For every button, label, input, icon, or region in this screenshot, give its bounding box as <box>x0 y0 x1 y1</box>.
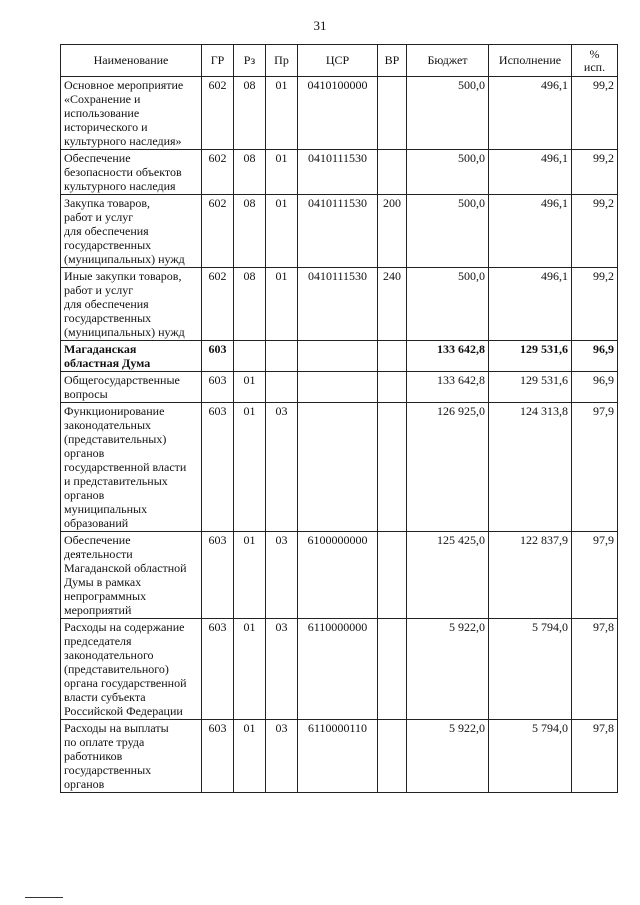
cell-name-line: органов <box>64 446 105 460</box>
cell-name <box>61 341 202 372</box>
cell-name-line: непрограммных <box>64 589 147 603</box>
cell-name-line: вопросы <box>64 387 108 401</box>
cell-gr: 603 <box>202 403 234 532</box>
cell-name-line: (муниципальных) нужд <box>64 252 185 266</box>
cell-name-line: Иные закупки товаров, <box>64 269 182 283</box>
cell-vr <box>378 77 407 150</box>
page-number: 31 <box>313 18 327 33</box>
cell-pr <box>266 372 298 403</box>
cell-name <box>61 403 202 532</box>
cell-csr: 6110000000 <box>298 619 378 720</box>
cell-execution: 5 794,0 <box>489 720 572 793</box>
cell-rz: 01 <box>234 619 266 720</box>
table-row <box>61 77 618 150</box>
cell-pr: 03 <box>266 532 298 619</box>
cell-rz: 08 <box>234 195 266 268</box>
cell-name-line: использование <box>64 106 140 120</box>
cell-name-line: (муниципальных) нужд <box>64 325 185 339</box>
cell-csr <box>298 372 378 403</box>
cell-name-line: Расходы на выплаты <box>64 721 169 735</box>
header-execution: Исполнение <box>489 45 572 77</box>
cell-execution: 496,1 <box>489 77 572 150</box>
cell-budget: 126 925,0 <box>407 403 489 532</box>
cell-vr <box>378 372 407 403</box>
cell-percent: 97,8 <box>572 720 618 793</box>
cell-gr: 603 <box>202 341 234 372</box>
cell-name-line: муниципальных <box>64 502 148 516</box>
cell-name-line: (представительного) <box>64 662 169 676</box>
header-budget: Бюджет <box>407 45 489 77</box>
header-gr: ГР <box>202 45 234 77</box>
cell-name-line: культурного наследия <box>64 179 176 193</box>
cell-name-line: Магаданская <box>64 342 137 356</box>
cell-name-line: безопасности объектов <box>64 165 182 179</box>
cell-execution: 5 794,0 <box>489 619 572 720</box>
cell-name-line: законодательных <box>64 418 151 432</box>
cell-gr: 603 <box>202 532 234 619</box>
cell-gr: 603 <box>202 372 234 403</box>
cell-execution: 496,1 <box>489 195 572 268</box>
cell-rz: 08 <box>234 77 266 150</box>
cell-name-line: органов <box>64 488 105 502</box>
cell-rz <box>234 341 266 372</box>
cell-pr: 01 <box>266 195 298 268</box>
cell-execution: 496,1 <box>489 150 572 195</box>
table-row <box>61 150 618 195</box>
cell-csr: 6100000000 <box>298 532 378 619</box>
cell-gr: 603 <box>202 720 234 793</box>
cell-pr: 03 <box>266 403 298 532</box>
cell-vr <box>378 619 407 720</box>
cell-name-line: и представительных <box>64 474 168 488</box>
cell-name-line: Основное мероприятие <box>64 78 184 92</box>
cell-pr <box>266 341 298 372</box>
header-percent <box>572 45 618 77</box>
cell-csr <box>298 403 378 532</box>
cell-name-line: для обеспечения <box>64 224 149 238</box>
cell-gr: 602 <box>202 268 234 341</box>
cell-percent: 97,9 <box>572 532 618 619</box>
cell-name-line: деятельности <box>64 547 133 561</box>
cell-vr: 200 <box>378 195 407 268</box>
cell-name-line: культурного наследия» <box>64 134 182 148</box>
cell-pr: 01 <box>266 77 298 150</box>
cell-execution: 496,1 <box>489 268 572 341</box>
cell-name-line: органов <box>64 777 105 791</box>
footer-rule <box>25 897 63 898</box>
cell-csr: 0410100000 <box>298 77 378 150</box>
cell-rz: 01 <box>234 372 266 403</box>
cell-gr: 602 <box>202 150 234 195</box>
cell-vr: 240 <box>378 268 407 341</box>
header-pr: Пр <box>266 45 298 77</box>
header-rz: Рз <box>234 45 266 77</box>
cell-csr: 6110000110 <box>298 720 378 793</box>
cell-name-line: Расходы на содержание <box>64 620 185 634</box>
cell-name <box>61 77 202 150</box>
cell-gr: 603 <box>202 619 234 720</box>
cell-vr <box>378 150 407 195</box>
cell-name-line: для обеспечения <box>64 297 149 311</box>
cell-name <box>61 720 202 793</box>
cell-percent: 96,9 <box>572 341 618 372</box>
cell-name-line: государственных <box>64 238 152 252</box>
table-header-row <box>61 45 618 77</box>
header-percent-label: исп. <box>583 59 606 74</box>
cell-execution: 129 531,6 <box>489 372 572 403</box>
cell-pr: 01 <box>266 150 298 195</box>
cell-name-line: государственной власти <box>64 460 187 474</box>
header-name: Наименование <box>61 45 202 77</box>
cell-rz: 01 <box>234 720 266 793</box>
cell-budget: 5 922,0 <box>407 619 489 720</box>
cell-name <box>61 619 202 720</box>
cell-execution: 129 531,6 <box>489 341 572 372</box>
cell-budget: 500,0 <box>407 150 489 195</box>
cell-name-line: работ и услуг <box>64 283 134 297</box>
cell-budget: 125 425,0 <box>407 532 489 619</box>
cell-name-line: государственных <box>64 311 152 325</box>
cell-pr: 03 <box>266 619 298 720</box>
cell-name-line: работ и услуг <box>64 210 134 224</box>
budget-execution-table <box>60 44 618 793</box>
cell-budget: 500,0 <box>407 195 489 268</box>
cell-percent: 99,2 <box>572 195 618 268</box>
cell-name-line: законодательного <box>64 648 154 662</box>
cell-name-line: (представительных) <box>64 432 167 446</box>
cell-name-line: Закупка товаров, <box>64 196 150 210</box>
cell-name-line: Функционирование <box>64 404 165 418</box>
table-row <box>61 372 618 403</box>
cell-name-line: государственных <box>64 763 152 777</box>
cell-name-line: власти субъекта <box>64 690 146 704</box>
table-row <box>61 341 618 372</box>
header-vr: ВР <box>378 45 407 77</box>
cell-name-line: Обеспечение <box>64 151 131 165</box>
table-row <box>61 720 618 793</box>
cell-name <box>61 532 202 619</box>
cell-budget: 500,0 <box>407 77 489 150</box>
cell-csr: 0410111530 <box>298 268 378 341</box>
table-row <box>61 195 618 268</box>
table-row <box>61 619 618 720</box>
cell-pr: 01 <box>266 268 298 341</box>
cell-rz: 08 <box>234 150 266 195</box>
cell-name-line: мероприятий <box>64 603 132 617</box>
cell-name-line: Думы в рамках <box>64 575 142 589</box>
cell-percent: 99,2 <box>572 77 618 150</box>
cell-name-line: областная Дума <box>64 356 151 370</box>
cell-csr: 0410111530 <box>298 195 378 268</box>
cell-name <box>61 150 202 195</box>
cell-pr: 03 <box>266 720 298 793</box>
cell-rz: 01 <box>234 403 266 532</box>
cell-budget: 500,0 <box>407 268 489 341</box>
cell-name-line: «Сохранение и <box>64 92 141 106</box>
cell-name-line: Общегосударственные <box>64 373 180 387</box>
cell-name-line: работников <box>64 749 123 763</box>
cell-vr <box>378 532 407 619</box>
cell-budget: 133 642,8 <box>407 341 489 372</box>
cell-name-line: органа государственной <box>64 676 187 690</box>
cell-name <box>61 268 202 341</box>
cell-csr: 0410111530 <box>298 150 378 195</box>
cell-rz: 08 <box>234 268 266 341</box>
cell-budget: 133 642,8 <box>407 372 489 403</box>
cell-execution: 122 837,9 <box>489 532 572 619</box>
cell-percent: 99,2 <box>572 150 618 195</box>
cell-percent: 97,8 <box>572 619 618 720</box>
cell-name-line: по оплате труда <box>64 735 145 749</box>
cell-name <box>61 372 202 403</box>
cell-execution: 124 313,8 <box>489 403 572 532</box>
table-row <box>61 403 618 532</box>
table-row <box>61 268 618 341</box>
table-body <box>61 77 618 793</box>
cell-name-line: Обеспечение <box>64 533 131 547</box>
cell-name-line: Российской Федерации <box>64 704 183 718</box>
cell-name-line: Магаданской областной <box>64 561 187 575</box>
cell-name-line: исторического и <box>64 120 148 134</box>
cell-name <box>61 195 202 268</box>
cell-percent: 99,2 <box>572 268 618 341</box>
header-csr: ЦСР <box>298 45 378 77</box>
cell-percent: 97,9 <box>572 403 618 532</box>
cell-gr: 602 <box>202 195 234 268</box>
cell-name-line: председателя <box>64 634 132 648</box>
cell-vr <box>378 341 407 372</box>
header-percent-symbol: % <box>589 46 600 61</box>
table-row <box>61 532 618 619</box>
cell-vr <box>378 720 407 793</box>
cell-name-line: образований <box>64 516 129 530</box>
cell-csr <box>298 341 378 372</box>
cell-gr: 602 <box>202 77 234 150</box>
cell-percent: 96,9 <box>572 372 618 403</box>
cell-rz: 01 <box>234 532 266 619</box>
cell-vr <box>378 403 407 532</box>
cell-budget: 5 922,0 <box>407 720 489 793</box>
